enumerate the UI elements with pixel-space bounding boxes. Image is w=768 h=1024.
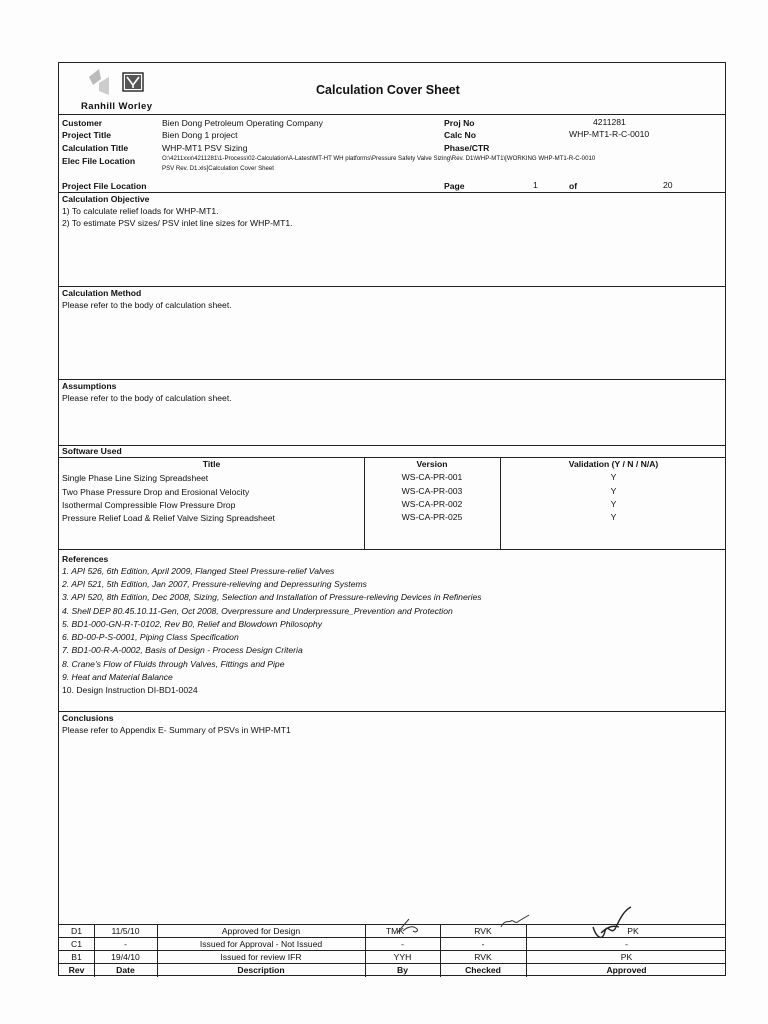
project-file-label: Project File Location (62, 181, 147, 191)
revision-approved: - (625, 939, 628, 949)
total-pages: 20 (663, 180, 673, 190)
revision-rev: D1 (71, 926, 82, 936)
of-label: of (569, 181, 578, 191)
revision-by: YYH (393, 952, 412, 962)
software-row-validation: Y (610, 472, 617, 482)
software-row-title: Pressure Relief Load & Relief Valve Sizing Spreadsheet (62, 513, 275, 523)
assumptions-text: Please refer to the body of calculation sheet. (62, 393, 232, 403)
calc-no-value: WHP-MT1-R-C-0010 (569, 129, 650, 139)
reference-item: 9. Heat and Material Balance (62, 672, 173, 682)
handwritten-initials (499, 913, 533, 931)
revision-date: 19/4/10 (111, 952, 140, 962)
project-title-value: Bien Dong 1 project (162, 130, 238, 140)
revision-by: TMK (385, 926, 405, 936)
software-row-title: Isothermal Compressible Flow Pressure Drop (62, 500, 236, 510)
revision-checked: RVK (474, 926, 492, 936)
page-value: 1 (533, 180, 538, 190)
signature (587, 905, 637, 945)
conclusions-text: Please refer to Appendix E- Summary of PSVs in WHP-MT1 (62, 725, 291, 735)
revision-description: Issued for Approval - Not Issued (199, 939, 323, 949)
revision-header-rev: Rev (68, 965, 85, 975)
elec-file-line1: O:\4211xxx\4211281\1-Process\02-Calculation\A-Latest\MT-HT WH platforms\Pressure Safety Valve Sizing\Rev. D1\WHP-MT1\[WORKING WHP-MT1-R-C-0010 (162, 155, 596, 162)
software-heading: Software Used (62, 446, 122, 456)
elec-file-label: Elec File Location (62, 156, 136, 166)
assumptions-heading: Assumptions (62, 381, 117, 391)
calc-no-label: Calc No (444, 130, 476, 140)
customer-value: Bien Dong Petroleum Operating Company (162, 118, 323, 128)
project-title-label: Project Title (62, 130, 112, 140)
software-row-validation: Y (610, 486, 617, 496)
reference-item: 10. Design Instruction DI-BD1-0024 (62, 685, 198, 695)
revision-rev: B1 (71, 952, 82, 962)
page-label: Page (444, 181, 465, 191)
company-name: Ranhill Worley (81, 101, 153, 112)
software-col-version: Version (416, 459, 448, 469)
revision-approved: PK (627, 926, 639, 936)
software-row-version: WS-CA-PR-003 (401, 486, 463, 496)
conclusions-heading: Conclusions (62, 713, 114, 723)
calc-title-label: Calculation Title (62, 143, 129, 153)
company-logo (87, 65, 147, 99)
objective-line-1: 1) To calculate relief loads for WHP-MT1. (62, 206, 219, 216)
revision-header-description: Description (237, 965, 285, 975)
software-row-validation: Y (610, 499, 617, 509)
reference-item: 5. BD1-000-GN-R-T-0102, Rev B0, Relief and Blowdown Philosophy (62, 619, 323, 629)
reference-item: 8. Crane's Flow of Fluids through Valves, Fittings and Pipe (62, 659, 285, 669)
reference-item: 3. API 520, 8th Edition, Dec 2008, Sizing, Selection and Installation of Pressure-relieving Devices in Refineries (62, 592, 482, 602)
revision-date: 11/5/10 (111, 926, 140, 936)
method-text: Please refer to the body of calculation sheet. (62, 300, 232, 310)
software-col-title: Title (202, 459, 221, 469)
revision-rev: C1 (71, 939, 82, 949)
software-row-validation: Y (610, 512, 617, 522)
revision-header-approved: Approved (606, 965, 647, 975)
elec-file-line2: PSV Rev. D1.xls]Calculation Cover Sheet (162, 165, 274, 172)
software-row-version: WS-CA-PR-025 (401, 512, 463, 522)
proj-no-value: 4211281 (593, 117, 626, 127)
method-heading: Calculation Method (62, 288, 142, 298)
sheet-title: Calculation Cover Sheet (316, 83, 460, 97)
software-row-title: Two Phase Pressure Drop and Erosional Velocity (62, 487, 250, 497)
customer-label: Customer (62, 118, 103, 128)
reference-item: 7. BD1-00-R-A-0002, Basis of Design - Process Design Criteria (62, 645, 303, 655)
software-col-validation: Validation (Y / N / N/A) (568, 459, 659, 469)
revision-description: Approved for Design (221, 926, 301, 936)
software-row-title: Single Phase Line Sizing Spreadsheet (62, 473, 209, 483)
revision-description: Issued for review IFR (220, 952, 302, 962)
revision-date: - (124, 939, 127, 949)
revision-checked: - (481, 939, 485, 949)
references-heading: References (62, 554, 109, 564)
proj-no-label: Proj No (444, 118, 475, 128)
revision-header-by: By (397, 965, 408, 975)
reference-item: 2. API 521, 5th Edition, Jan 2007, Pressure-relieving and Depressuring Systems (62, 579, 367, 589)
reference-item: 6. BD-00-P-S-0001, Piping Class Specification (62, 632, 239, 642)
revision-checked: RVK (474, 952, 492, 962)
objective-heading: Calculation Objective (62, 194, 150, 204)
software-row-version: WS-CA-PR-002 (401, 499, 463, 509)
revision-approved: PK (620, 952, 633, 962)
objective-line-2: 2) To estimate PSV sizes/ PSV inlet line sizes for WHP-MT1. (62, 218, 293, 228)
handwritten-initials (395, 915, 429, 937)
calc-title-value: WHP-MT1 PSV Sizing (162, 143, 248, 153)
reference-item: 1. API 526, 6th Edition, April 2009, Flanged Steel Pressure-relief Valves (62, 566, 335, 576)
software-row-version: WS-CA-PR-001 (401, 472, 463, 482)
phase-label: Phase/CTR (444, 143, 490, 153)
reference-item: 4. Shell DEP 80.45.10.11-Gen, Oct 2008, Overpressure and Underpressure_Prevention and Protection (62, 606, 453, 616)
calculation-cover-sheet (58, 62, 726, 976)
revision-header-checked: Checked (465, 965, 501, 975)
revision-header-date: Date (116, 965, 135, 975)
revision-by: - (401, 939, 404, 949)
